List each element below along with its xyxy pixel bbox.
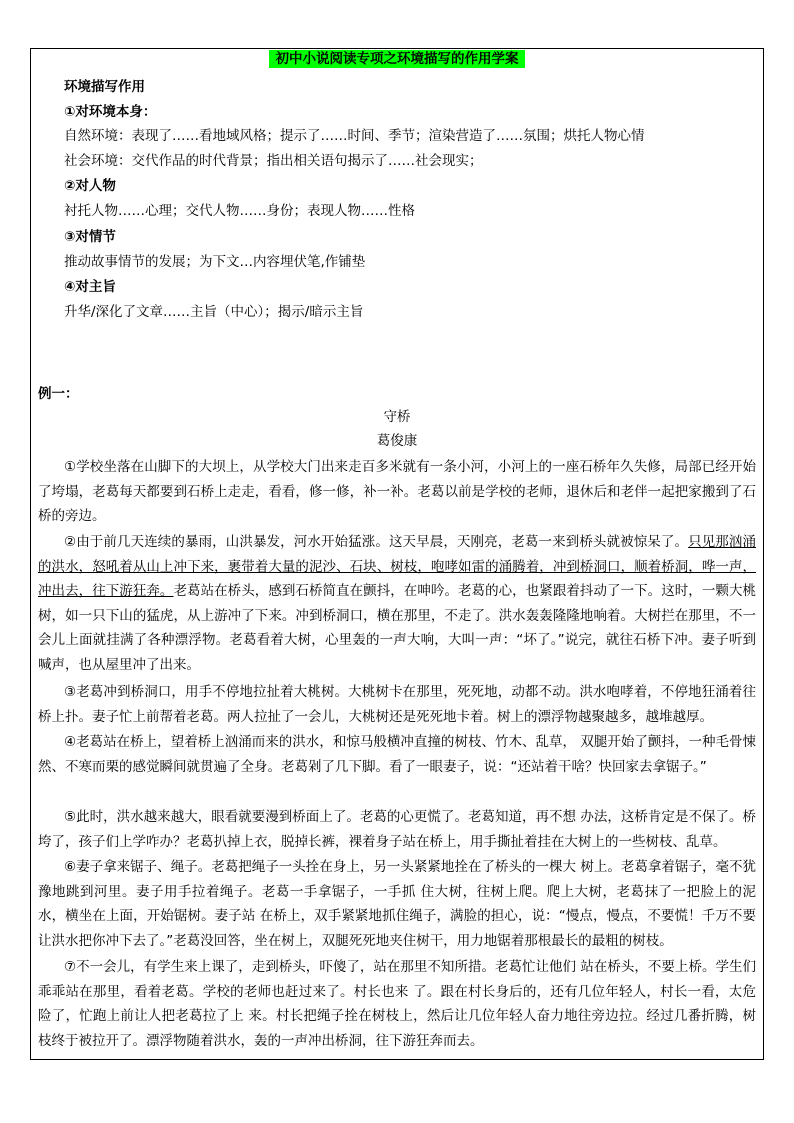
text-line: 推动故事情节的发展；为下文…内容埋伏笔,作铺垫 <box>64 254 366 270</box>
sub-heading-theme: ④对主旨 <box>64 279 116 295</box>
story-paragraph: ②由于前几天连续的暴雨，山洪暴发，河水开始猛涨。这天早晨，天刚亮，老葛一来到桥头就被惊呆了。只见那汹涌的洪水，怒吼着从山上冲下来，裹带着大量的泥沙、石块、树枝，咆哮如雷的涌腾着，冲到桥洞口，顺着桥洞，哗一声，冲出去，往下游狂奔。老葛站在桥头，感到石桥简直在颤抖，在呻吟。老葛的心，也紧跟着抖动了一下。这时，一颗大桃树，如一只下山的猛虎，从上游冲了下来。冲到桥洞口，横在那里，不走了。洪水轰轰隆隆地响着。大树拦在那里，不一会儿上面就挂满了各种漂浮物。老葛看着大树，心里轰的一声大响，大叫一声：“坏了。”说完，就往石桥下冲。妻子听到喊声，也从屋里冲了出来。 <box>38 534 757 673</box>
underlined-passage: 只见那汹涌的洪水，怒吼着从山上冲下来，裹带着大量的泥沙、石块、树枝，咆哮如雷的涌腾着，冲到桥洞口，顺着桥洞，哗一声，冲出去，往下游狂奔。 <box>38 534 757 599</box>
section-heading: 环境描写作用 <box>64 79 145 95</box>
sub-heading-plot: ③对情节 <box>64 229 116 245</box>
page-title: 初中小说阅读专项之环境描写的作用学案 <box>269 50 525 68</box>
example-label: 例一： <box>38 386 79 402</box>
story-paragraph: ③老葛冲到桥洞口，用手不停地拉扯着大桃树。大桃树卡在那里，死死地，动都不动。洪水咆哮着，不停地狂涌着往桥上扑。妻子忙上前帮着老葛。两人拉扯了一会儿，大桃树还是死死地卡着。树上的漂浮物越聚越多，越堆越厚。 <box>38 684 756 725</box>
story-paragraph: ⑦不一会儿，有学生来上课了，走到桥头，吓傻了，站在那里不知所措。老葛忙让他们 站在桥头，不要上桥。学生们乖乖站在那里，看着老葛。学校的老师也赶过来了。村长也来 了。跟在村长身后的，还有几位年轻人，村长一看，太危险了，忙跑上前让人把老葛拉了上 来。村长把绳子拴在树枝上，然后让几位年轻人奋力地往旁边拉。经过几番折腾，树枝终于被拉开了。漂浮物随着洪水，轰的一声冲出桥洞，往下游狂奔而去。 <box>38 959 756 1049</box>
story-author: 葛俊康 <box>376 433 418 449</box>
story-title: 守桥 <box>383 409 411 425</box>
sub-heading-environment: ①对环境本身： <box>64 104 157 120</box>
story-paragraph: ⑥妻子拿来锯子、绳子。老葛把绳子一头拴在身上，另一头紧紧地拴在了桥头的一棵大 树上。老葛拿着锯子，毫不犹豫地跳到河里。妻子用手拉着绳子。老葛一手拿锯子，一手抓 住大树，往树上爬。爬上大树，老葛抹了一把脸上的泥水，横坐在上面，开始锯树。妻子站 在桥上，双手紧紧地抓住绳子，满脸的担心，说：“慢点，慢点，不要慌！千万不要让洪水把你冲下去了。”老葛没回答，坐在树上，双腿死死地夹住树干，用力地锯着那根最长的最粗的树枝。 <box>38 859 756 949</box>
story-paragraph: ④老葛站在桥上，望着桥上汹涌而来的洪水，和惊马般横冲直撞的树枝、竹木、乱草， 双腿开始了颤抖，一种毛骨悚然、不寒而栗的感觉瞬间就贯遍了全身。老葛剁了几下脚。看了一眼妻子，说：“还站着干啥？快回家去拿锯子。” <box>38 734 756 775</box>
text-line: 社会环境：交代作品的时代背景；指出相关语句揭示了……社会现实； <box>64 153 483 169</box>
story-paragraph: ⑤此时，洪水越来越大，眼看就要漫到桥面上了。老葛的心更慌了。老葛知道，再不想 办法，这桥肯定是不保了。桥垮了，孩子们上学咋办？老葛扒掉上衣，脱掉长裤，裸着身子站在桥上，用手撕扯着挂在大树上的一些树枝、乱草。 <box>38 809 756 850</box>
story-paragraph: ①学校坐落在山脚下的大坝上，从学校大门出来走百多米就有一条小河，小河上的一座石桥年久失修，局部已经开始了垮塌，老葛每天都要到石桥上走走，看看，修一修，补一补。老葛以前是学校的老师，退休后和老伴一起把家搬到了石桥的旁边。 <box>38 459 756 524</box>
sub-heading-character: ②对人物 <box>64 178 116 194</box>
text-line: 升华/深化了文章……主旨（中心）；揭示/暗示主旨 <box>64 304 364 320</box>
text-line: 自然环境：表现了……看地域风格；提示了……时间、季节；渲染营造了……氛围；烘托人物心情 <box>64 128 645 144</box>
text-line: 衬托人物……心理；交代人物……身份；表现人物……性格 <box>64 203 415 219</box>
